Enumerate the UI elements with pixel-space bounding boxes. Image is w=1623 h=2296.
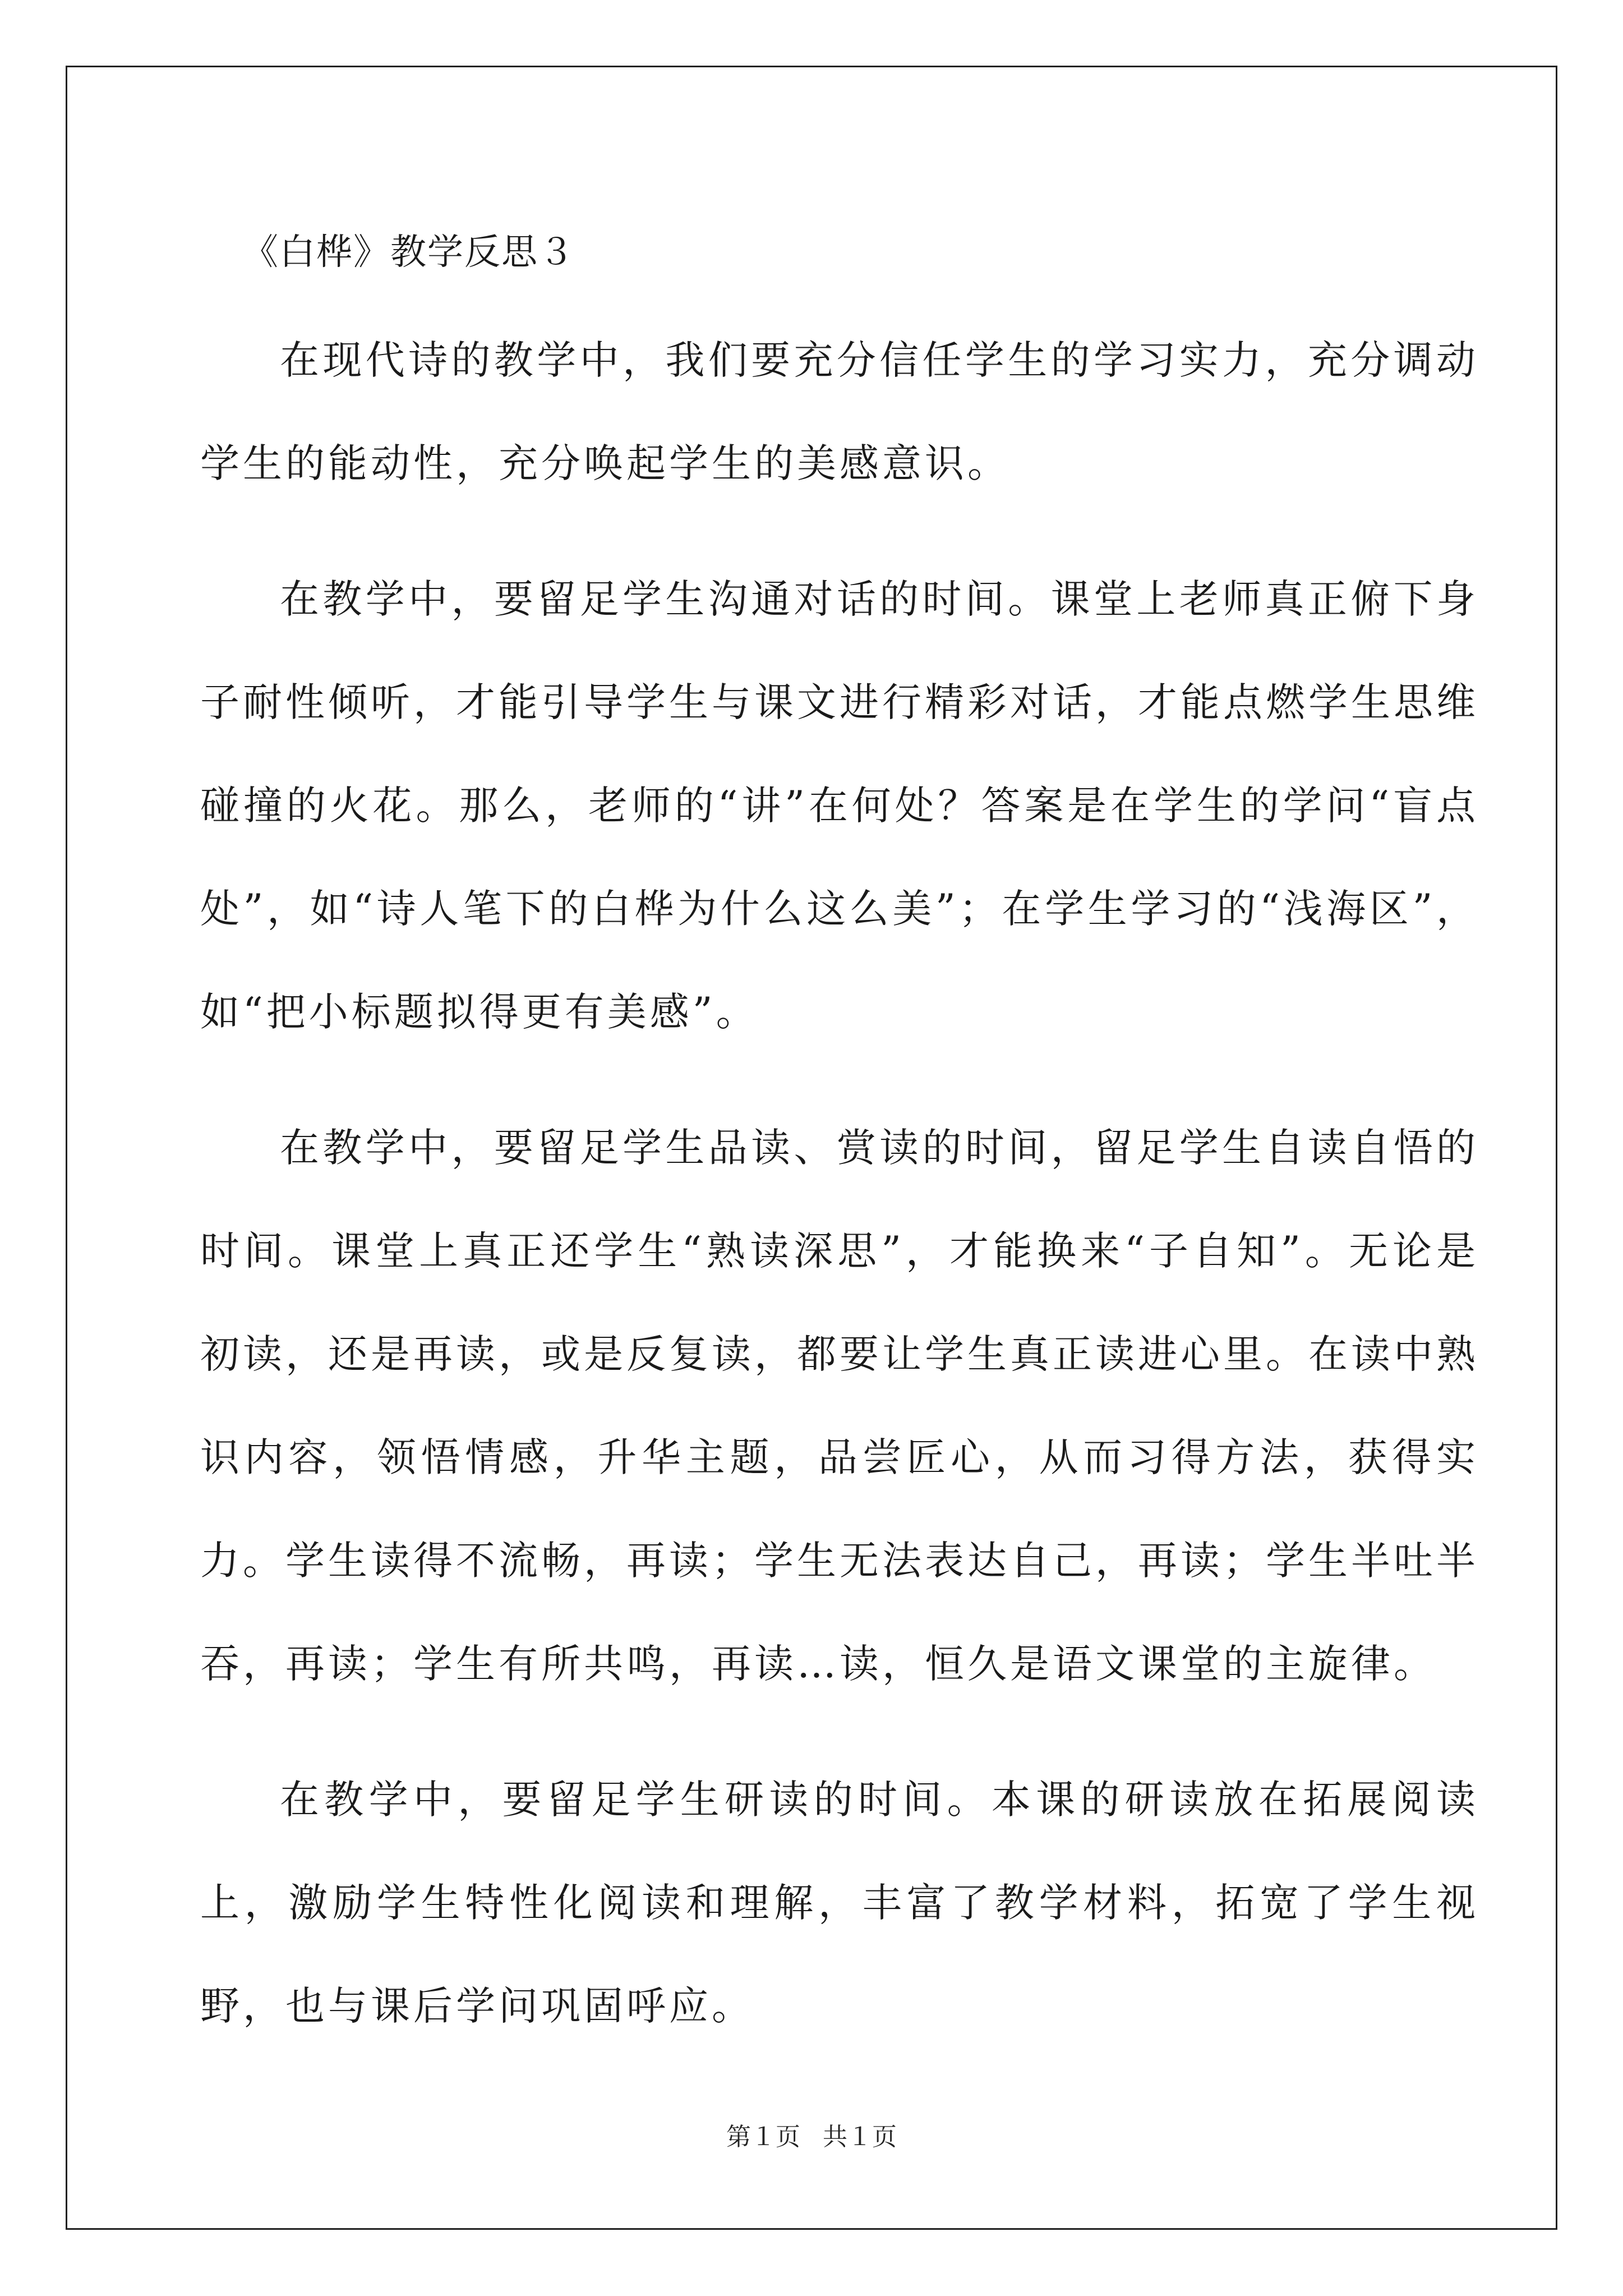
paragraph-2: 在教学中，要留足学生沟通对话的时间。课堂上老师真正俯下身子耐性倾听，才能引导学生与课文进行精彩对话，才能点燃学生思维碰撞的火花。那么，老师的“讲”在何处？答案是在学生的学问“盲点处”，如“诗人笔下的白桦为什么这么美”；在学生学习的“浅海区”，如“把小标题拟得更有美感”。 (200, 576, 1479, 1035)
paragraph-3: 在教学中，要留足学生品读、赏读的时间，留足学生自读自悟的时间。课堂上真正还学生“熟读深思”，才能换来“子自知”。无论是初读，还是再读，或是反复读，都要让学生真正读进心里。在读中熟识内容，领悟情感，升华主题，品尝匠心，从而习得方法，获得实力。学生读得不流畅，再读；学生无法表达自己，再读；学生半吐半吞，再读；学生有所共鸣，再读…读，恒久是语文课堂的主旋律。 (200, 1125, 1479, 1687)
page-footer (0, 2120, 1623, 2154)
document-body (200, 219, 1479, 2058)
document-title: 《白桦》教学反思３ (242, 232, 575, 273)
page-total: 共１页 (823, 2123, 897, 2151)
page-number: 第１页 (726, 2123, 800, 2151)
paragraph-4: 在教学中，要留足学生研读的时间。本课的研读放在拓展阅读上，激励学生特性化阅读和理解，丰富了教学材料，拓宽了学生视野，也与课后学问巩固呼应。 (200, 1777, 1479, 2029)
paragraph-1: 在现代诗的教学中，我们要充分信任学生的学习实力，充分调动学生的能动性，充分唤起学生的美感意识。 (200, 337, 1479, 486)
